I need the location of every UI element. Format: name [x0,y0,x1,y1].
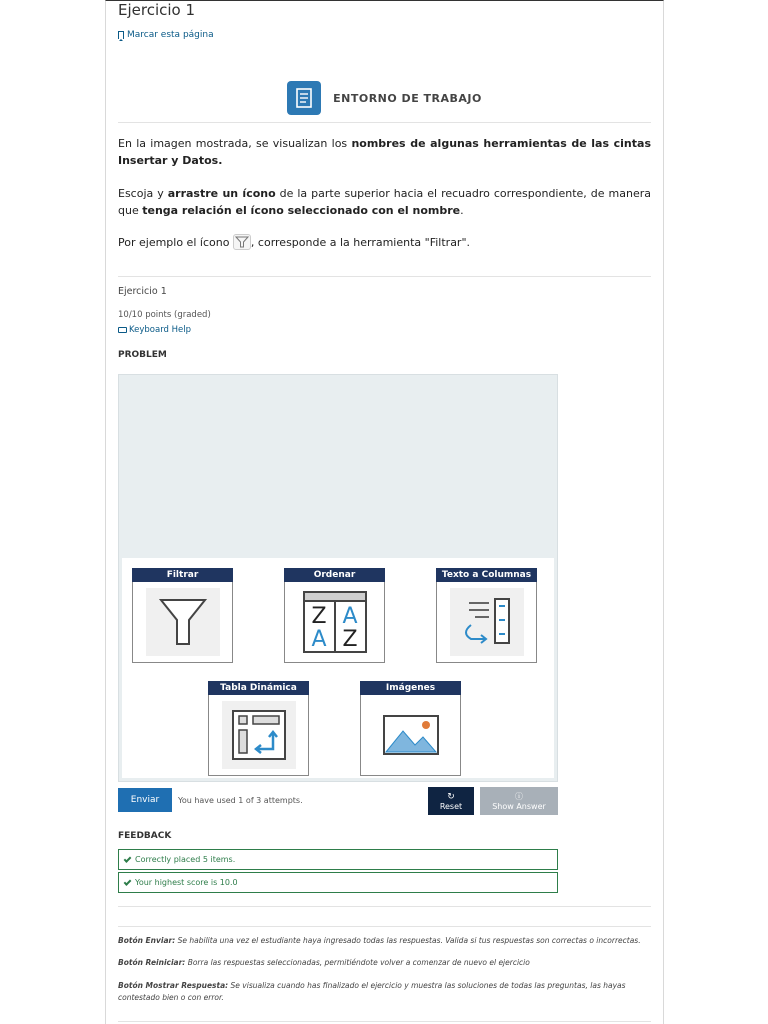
intro-text: En la imagen mostrada, se visualizan los [118,137,352,150]
target-box[interactable] [132,582,233,663]
page-title: Ejercicio 1 [118,1,196,19]
drag-drop-board[interactable] [118,374,558,782]
feedback-item [118,849,558,870]
reset-button[interactable] [428,787,474,815]
target-tabla-dinamica[interactable] [208,681,309,776]
note-text: Borra las respuestas seleccionadas, permitiéndote volver a comenzar de nuevo el ejercicio [185,958,530,967]
intro-bold: nombres de algunas herramientas de las cintas Insertar y Datos. [118,137,651,167]
target-texto-columnas[interactable] [436,568,537,663]
divider [118,122,651,123]
note-label: Botón Mostrar Respuesta: [118,981,229,990]
target-box[interactable] [360,695,461,776]
target-ordenar[interactable] [284,568,385,663]
target-label: Ordenar [284,568,385,582]
bookmark-link[interactable] [118,30,214,40]
sort-letter: A [341,604,358,629]
feedback-heading: FEEDBACK [118,831,172,841]
note-enviar [118,935,651,947]
divider [118,1021,651,1022]
sort-za-az-icon[interactable] [298,588,372,656]
submit-button[interactable]: Enviar [118,788,172,812]
target-label: Texto a Columnas [436,568,537,582]
show-answer-label: Show Answer [492,802,546,811]
note-label: Botón Reiniciar: [118,958,186,967]
target-imagenes[interactable] [360,681,461,776]
keyboard-help-label: Keyboard Help [129,325,192,335]
feedback-item [118,872,558,893]
pivot-table-icon[interactable] [222,701,296,769]
section-header [118,81,651,115]
target-box[interactable] [208,695,309,776]
problem-name: Ejercicio 1 [118,286,167,297]
filter-icon [233,234,251,250]
points-label: 10/10 points (graded) [118,310,211,320]
intro-bold: arrastre un ícono [167,187,276,200]
note-reiniciar [118,957,651,969]
intro-text: de la parte superior hacia el recuadro correspondiente, de manera que [118,187,651,217]
reset-label: Reset [439,801,463,811]
show-answer-button[interactable] [480,787,558,815]
check-icon [124,878,132,886]
note-text: Se visualiza cuando has finalizado el ejercicio y muestra las soluciones de todas las preguntas, las hayas contestado bien o con error. [118,981,626,1002]
note-text: Se habilita una vez el estudiante haya ingresado todas las respuestas. Valida si tus respuestas son correctas o incorrectas. [175,936,641,945]
intro-text: . [460,204,464,217]
note-mostrar [118,980,651,1004]
text-to-columns-icon[interactable] [450,588,524,656]
feedback-text: Your highest score is 10.0 [135,878,238,887]
bookmark-icon [118,31,124,39]
intro-bold: tenga relación el ícono seleccionado con el nombre [142,204,461,217]
divider [118,906,651,907]
sort-letter: A [310,627,327,652]
document-icon [287,81,321,115]
drop-targets-area [122,558,554,778]
filter-icon[interactable] [146,588,220,656]
intro-paragraph-2 [118,185,651,219]
target-label: Imágenes [360,681,461,695]
problem-heading: PROBLEM [118,350,167,360]
keyboard-icon [118,327,127,333]
divider [118,276,651,277]
refresh-icon: ↻ [447,791,455,802]
intro-paragraph-3 [118,234,651,251]
attempts-text: You have used 1 of 3 attempts. [178,796,303,805]
action-row [118,787,558,815]
feedback-text: Correctly placed 5 items. [135,855,236,864]
bookmark-label: Marcar esta página [127,30,214,40]
content-page [105,0,664,1024]
image-icon[interactable] [374,701,448,769]
intro-text: , corresponde a la herramienta "Filtrar". [250,236,471,249]
intro-text: Por ejemplo el ícono [118,236,233,249]
sort-letter: Z [341,627,358,652]
target-filtrar[interactable] [132,568,233,663]
sort-letter: Z [310,604,327,629]
note-label: Botón Enviar: [118,936,176,945]
info-icon: ⓘ [515,792,523,801]
intro-paragraph-1 [118,135,651,169]
target-box[interactable] [436,582,537,663]
divider [118,926,651,927]
keyboard-help-link[interactable] [118,325,191,335]
section-label: ENTORNO DE TRABAJO [333,91,482,105]
check-icon [124,855,132,863]
intro-text: Escoja y [118,187,168,200]
target-label: Tabla Dinámica [208,681,309,695]
target-label: Filtrar [132,568,233,582]
target-box[interactable] [284,582,385,663]
